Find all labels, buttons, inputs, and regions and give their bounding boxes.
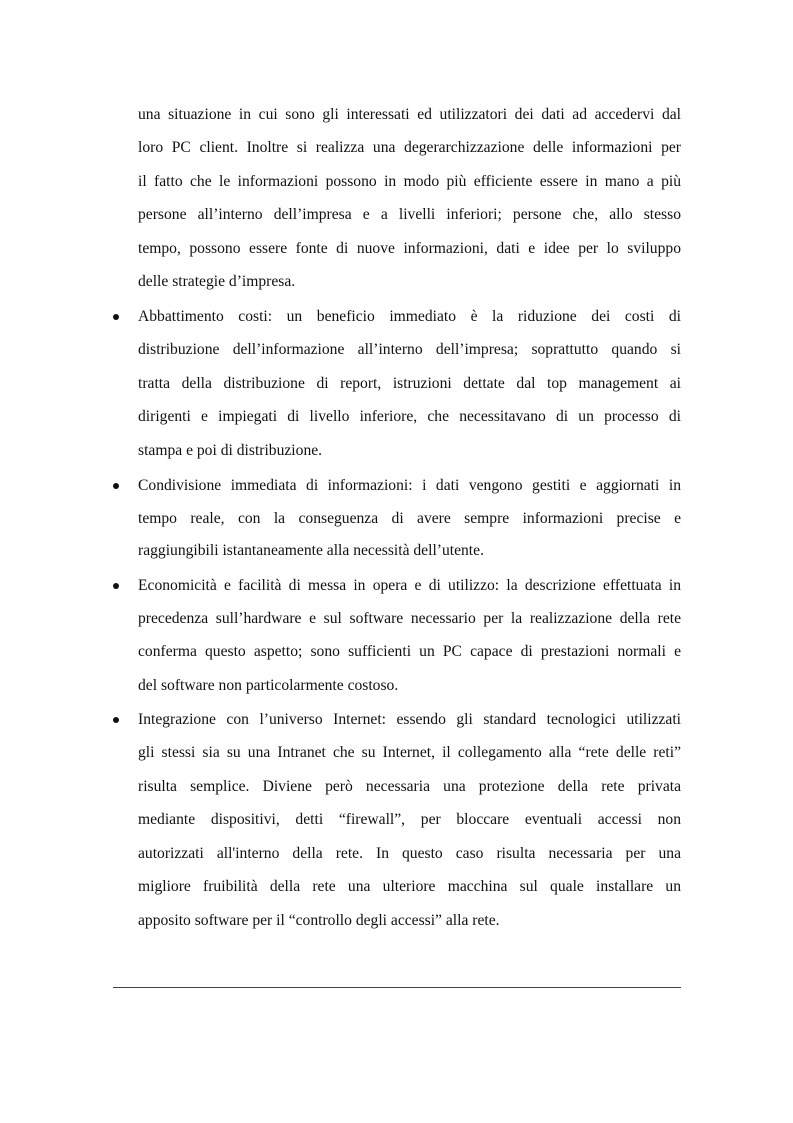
text-line: Economicità e facilità di messa in opera e di utilizzo: la descrizione effettuata in [138,577,681,594]
text-line: mediante dispositivi, detti “firewall”, per bloccare eventuali accessi non [138,811,681,828]
text-line: apposito software per il “controllo degli accessi” alla rete. [138,912,500,929]
text-line: dirigenti e impiegati di livello inferiore, che necessitavano di un processo di [138,408,681,425]
text-line: conferma questo aspetto; sono sufficienti un PC capace di prestazioni normali e [138,643,681,660]
text-line: tratta della distribuzione di report, istruzioni dettate dal top management ai [138,375,681,392]
text-line: Integrazione con l’universo Internet: essendo gli standard tecnologici utilizzati [138,711,681,728]
text-line: migliore fruibilità della rete una ulteriore macchina sul quale installare un [138,878,681,895]
text-line: tempo, possono essere fonte di nuove informazioni, dati e idee per lo sviluppo [138,240,681,257]
text-line: gli stessi sia su una Intranet che su Internet, il collegamento alla “rete delle reti” [138,744,681,761]
text-line: del software non particolarmente costoso. [138,677,399,694]
bullet-dot-icon [111,576,121,586]
text-line: Condivisione immediata di informazioni: i dati vengono gestiti e aggiornati in [138,477,681,494]
footer-divider [113,987,681,988]
text-line: il fatto che le informazioni possono in modo più efficiente essere in mano a più [138,173,681,190]
text-line: precedenza sull’hardware e sul software necessario per la realizzazione della rete [138,610,681,627]
text-line: loro PC client. Inoltre si realizza una degerarchizzazione delle informazioni per [138,139,681,156]
text-line: persone all’interno dell’impresa e a livelli inferiori; persone che, allo stesso [138,206,681,223]
text-line: distribuzione dell’informazione all’interno dell’impresa; soprattutto quando si [138,341,681,358]
text-line: autorizzati all'interno della rete. In questo caso risulta necessaria per una [138,845,681,862]
bullet-dot-icon [111,710,121,720]
text-line: risulta semplice. Diviene però necessaria una protezione della rete privata [138,778,681,795]
bullet-dot-icon [111,307,121,317]
text-line: Abbattimento costi: un beneficio immediato è la riduzione dei costi di [138,308,681,325]
bullet-dot-icon [111,476,121,486]
text-line: tempo reale, con la conseguenza di avere sempre informazioni precise e [138,510,681,527]
text-line: una situazione in cui sono gli interessati ed utilizzatori dei dati ad accedervi dal [138,106,681,123]
text-line: stampa e poi di distribuzione. [138,442,323,459]
text-line: delle strategie d’impresa. [138,273,296,290]
text-line: raggiungibili istantaneamente alla necessità dell’utente. [138,542,484,559]
